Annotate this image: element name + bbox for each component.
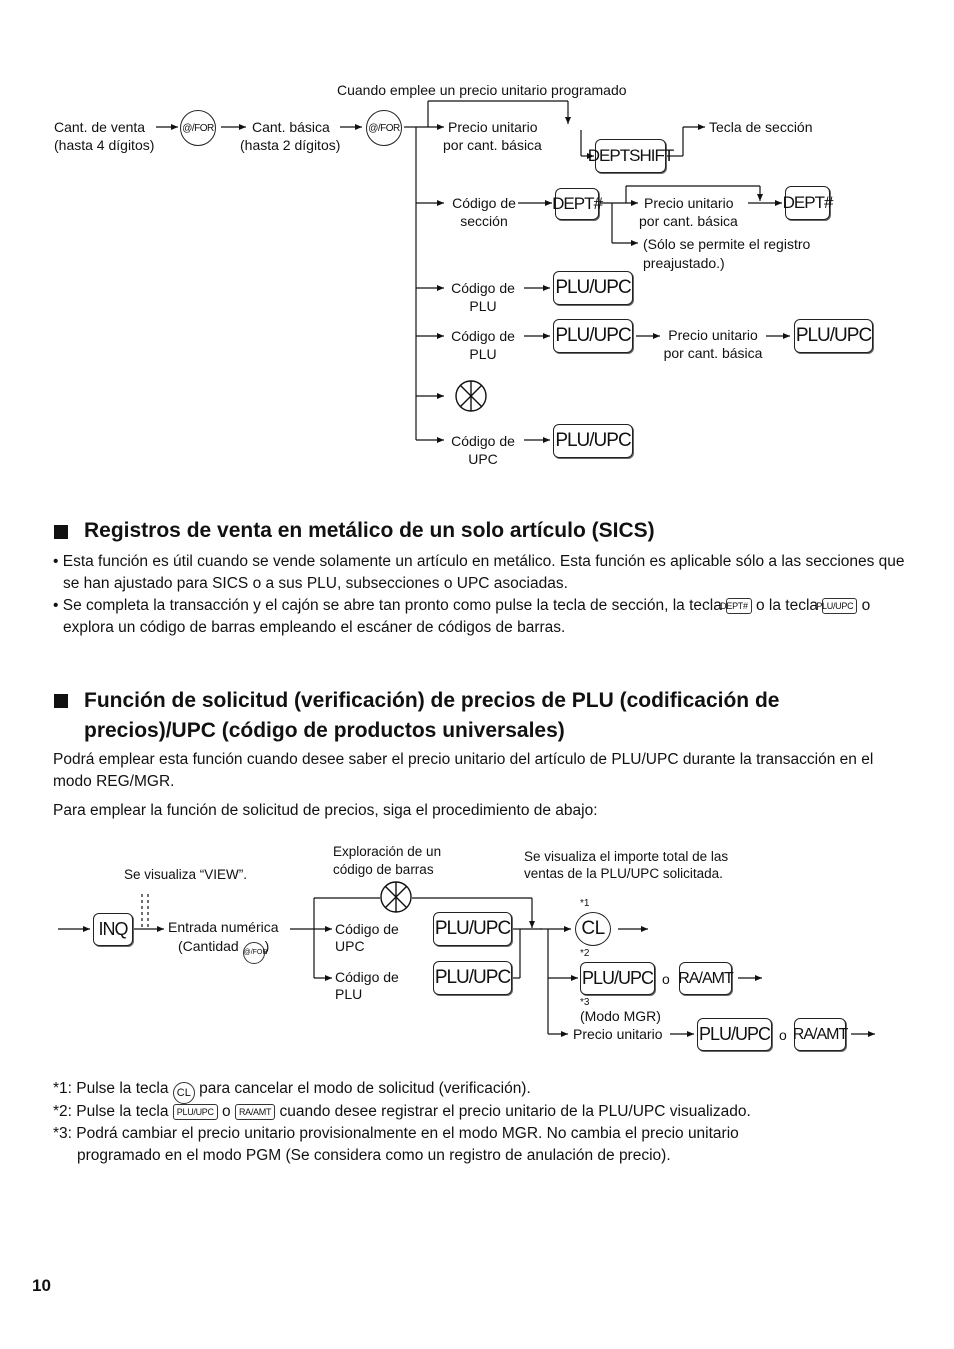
footnote-3: *3: Podrá cambiar el precio unitario provisionalmente en el modo MGR. No cambia el precio unitario [53, 1125, 739, 1142]
at-for-key: @/FOR [366, 110, 402, 146]
at-for-key-inline: @/FOR [243, 942, 265, 964]
footnote-2: *2: Pulse la tecla PLU/UPC o RA/AMT cuando desee registrar el precio unitario de la PLU/UPC visualizado. [53, 1103, 751, 1120]
unit-price-label: Precio unitario [448, 119, 538, 135]
sics-bullet-2: • Se completa la transacción y el cajón se abre tan pronto como pulse la tecla de sección, la tecla DEPT# o la tecla PLU/UPC o explora un código de barras empleando el escáner de códigos de barras. [53, 597, 871, 636]
numeric-entry-label: Entrada numérica [168, 919, 279, 935]
unit-price-label: por cant. básica [443, 137, 542, 153]
cond-note: Cuando emplee un precio unitario programado [337, 82, 627, 98]
dept-key-label: Tecla de sección [709, 119, 813, 135]
price-para-1: Podrá emplear esta función cuando desee saber el precio unitario del artículo de PLU/UPC durante la transacción en el modo REG/MGR. [53, 751, 874, 790]
footnote-1: *1: Pulse la tecla CL para cancelar el modo de solicitud (verificación). [53, 1078, 531, 1104]
footnote-mark: *1 [580, 898, 590, 909]
unit-price-label: por cant. básica [663, 345, 763, 361]
ra-amt-key-inline: RA/AMT [235, 1104, 275, 1120]
dept-key: DEPT# [555, 188, 599, 220]
unit-price-label: Precio unitario [573, 1026, 663, 1042]
cl-key: CL [575, 912, 611, 946]
plu-code-label: PLU [469, 346, 497, 362]
cl-key-inline: CL [173, 1082, 195, 1104]
barcode-scan-icon [381, 882, 411, 912]
base-qty-digits: (hasta 2 dígitos) [240, 137, 341, 153]
upc-code-label: Código de [451, 433, 515, 449]
plu-upc-key: PLU/UPC [697, 1018, 772, 1051]
plu-upc-key: PLU/UPC [553, 319, 633, 353]
plu-upc-key-inline: PLU/UPC [822, 598, 857, 614]
dept-key: DEPT# [785, 186, 830, 220]
or-label: o [662, 971, 670, 987]
ra-amt-key: RA/AMT [679, 962, 732, 995]
plu-upc-key: PLU/UPC [794, 319, 873, 353]
section-title-price-line2: precios)/UPC (código de productos universales) [84, 719, 565, 742]
dept-key-inline: DEPT# [726, 598, 752, 614]
upc-code-label: UPC [468, 451, 498, 467]
scan-note: código de barras [333, 862, 434, 877]
scan-note: Exploración de un [333, 844, 442, 859]
section-bullet-square [54, 525, 68, 539]
section-title-sics: Registros de venta en metálico de un solo artículo (SICS) [84, 519, 655, 542]
price-para-2: Para emplear la función de solicitud de precios, siga el procedimiento de abajo: [53, 802, 598, 819]
plu-code-label: PLU [335, 986, 363, 1002]
dept-code-label: Código de [452, 195, 516, 211]
unit-price-label: Precio unitario [668, 327, 758, 343]
preset-note: (Sólo se permite el registro [643, 236, 811, 252]
plu-upc-key: PLU/UPC [433, 961, 512, 995]
dept-code-label: sección [460, 213, 508, 229]
footnote-mark: *3 [580, 997, 590, 1008]
flow-diagram-1-lines [0, 0, 954, 480]
footnote-3-cont: programado en el modo PGM (Se considera como un registro de anulación de precio). [77, 1147, 671, 1164]
unit-price-label: por cant. básica [639, 213, 738, 229]
deptshift-key: DEPTSHIFT [595, 139, 666, 173]
plu-upc-key: PLU/UPC [433, 912, 512, 946]
quantity-label: (Cantidad @/FOR) [178, 937, 269, 964]
sics-bullet-1: • Esta función es útil cuando se vende solamente un artículo en metálico. Esta función es aplicable sólo a las secciones que se han ajustado para SICS o a sus PLU, subsecciones o UPC asociadas. [53, 553, 905, 592]
footnote-mark: *2 [580, 948, 590, 959]
section-title-price: Función de solicitud (verificación) de precios de PLU (codificación de [84, 689, 780, 712]
preset-note: preajustado.) [643, 255, 725, 271]
total-note: ventas de la PLU/UPC solicitada. [524, 866, 723, 881]
barcode-scan-icon [456, 381, 486, 411]
plu-code-label: Código de [451, 280, 515, 296]
plu-upc-key-inline: PLU/UPC [173, 1104, 218, 1120]
inq-key: INQ [93, 913, 133, 946]
at-for-key: @/FOR [180, 110, 216, 146]
or-label: o [779, 1027, 787, 1043]
sale-qty-digits: (hasta 4 dígitos) [54, 137, 155, 153]
unit-price-label: Precio unitario [644, 195, 734, 211]
plu-code-label: PLU [469, 298, 497, 314]
plu-code-label: Código de [451, 328, 515, 344]
total-note: Se visualiza el importe total de las [524, 849, 729, 864]
plu-upc-key: PLU/UPC [553, 424, 633, 458]
base-qty-label: Cant. básica [252, 119, 330, 135]
page-number: 10 [32, 1276, 51, 1295]
upc-code-label: Código de [335, 921, 399, 937]
plu-code-label: Código de [335, 969, 399, 985]
plu-upc-key: PLU/UPC [580, 962, 655, 995]
view-note: Se visualiza “VIEW”. [124, 867, 248, 882]
section-bullet-square [54, 694, 68, 708]
sale-qty-label: Cant. de venta [54, 119, 146, 135]
mgr-mode-label: (Modo MGR) [580, 1008, 661, 1024]
upc-code-label: UPC [335, 938, 365, 954]
plu-upc-key: PLU/UPC [553, 271, 633, 305]
ra-amt-key: RA/AMT [794, 1018, 846, 1051]
